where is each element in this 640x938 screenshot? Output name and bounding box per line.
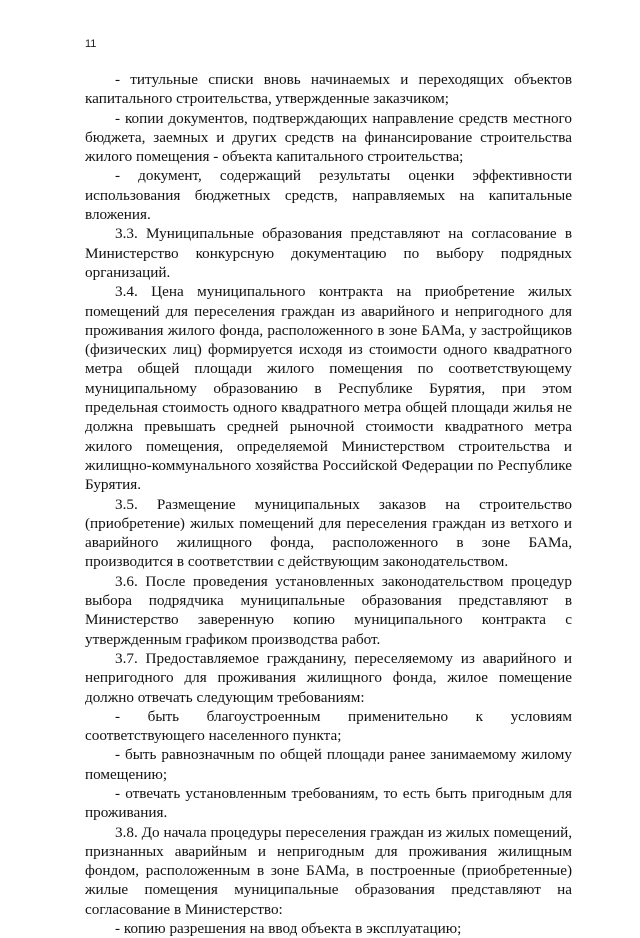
paragraph: 3.7. Предоставляемое гражданину, переселяемому из аварийного и непригодного для проживания жилищного фонда, жилое помещение должно отвечать следующим требованиям: [85, 649, 572, 706]
paragraph: - отвечать установленным требованиям, то есть быть пригодным для проживания. [85, 784, 572, 822]
paragraph: 3.8. До начала процедуры переселения граждан из жилых помещений, признанных аварийным и непригодным для проживания жилищным фондом, расположенным в зоне БАМа, в построенные (приобретенные) жилые помещения муниципальные образования представляют на согласование в Министерство: [85, 823, 572, 918]
paragraph: 3.3. Муниципальные образования представляют на согласование в Министерство конкурсную документацию по выбору подрядных организаций. [85, 225, 572, 281]
paragraph: - титульные списки вновь начинаемых и переходящих объектов капитального строительства, утвержденные заказчиком; [85, 71, 572, 108]
paragraph: 3.4. Цена муниципального контракта на приобретение жилых помещений для переселения граждан из аварийного и непригодного для проживания жилого фонда, расположенного в зоне БАМа, у застройщиков (физических лиц) формируется исходя из стоимости одного квадратного метра общей площади жилого помещения по соответствующему муниципальному образованию в Республике Бурятия, при этом предельная стоимость одного квадратного метра общей площади жилья не должна превышать средней рыночной стоимости квадратного метра жилого помещения, определяемой Министерством строительства и жилищно-коммунального хозяйства Российской Федерации по Республике Бурятия. [85, 283, 572, 494]
paragraph: - быть равнозначным по общей площади ранее занимаемому жилому помещению; [85, 746, 572, 783]
paragraph: - документ, содержащий результаты оценки эффективности использования бюджетных средств, направляемых на капитальные вложения. [85, 167, 572, 224]
page-number: 11 [85, 38, 97, 50]
paragraph: - копии документов, подтверждающих направление средств местного бюджета, заемных и других средств на финансирование строительства жилого помещения - объекта капитального строительства; [85, 109, 572, 166]
document-body [85, 70, 572, 938]
paragraph: - копию разрешения на ввод объекта в эксплуатацию; [115, 920, 462, 938]
paragraph: 3.5. Размещение муниципальных заказов на строительство (приобретение) жилых помещений для переселения граждан из ветхого и аварийного жилищного фонда, расположенного в зоне БАМа, производится в соответствии с действующим законодательством. [85, 495, 572, 571]
paragraph: - быть благоустроенным применительно к условиям соответствующего населенного пункта; [85, 707, 572, 745]
paragraph: 3.6. После проведения установленных законодательством процедур выбора подрядчика муниципальные образования представляют в Министерство заверенную копию муниципального контракта с утвержденным графиком производства работ. [85, 572, 572, 648]
